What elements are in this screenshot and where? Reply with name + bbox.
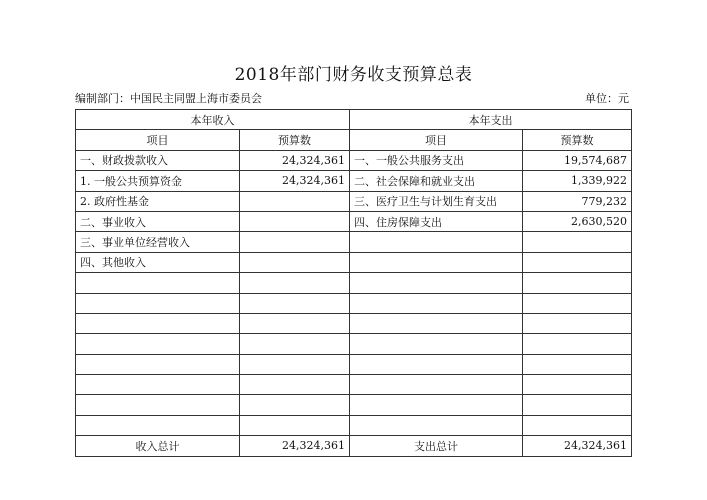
income-item-cell (76, 354, 240, 374)
expense-header: 本年支出 (350, 110, 632, 130)
table-row (76, 334, 632, 354)
income-amount-cell (240, 313, 350, 333)
expense-amount-cell (523, 252, 632, 272)
income-amount-cell (240, 252, 350, 272)
expense-amount-col-header: 预算数 (523, 130, 632, 150)
unit-label: 单位：元 (585, 92, 629, 105)
expense-item-cell (350, 252, 523, 272)
income-amount-cell (240, 415, 350, 435)
income-item-cell: 2. 政府性基金 (76, 191, 240, 211)
budget-table-body (76, 110, 632, 457)
expense-amount-cell: 19,574,687 (523, 150, 632, 170)
table-row (76, 395, 632, 415)
expense-item-cell (350, 273, 523, 293)
table-row (76, 273, 632, 293)
expense-amount-cell (523, 395, 632, 415)
table-row (76, 293, 632, 313)
income-amount-cell (240, 354, 350, 374)
table-row (76, 211, 632, 231)
income-item-cell (76, 415, 240, 435)
table-row (76, 313, 632, 333)
budget-table (75, 109, 632, 457)
table-row (76, 354, 632, 374)
income-amount-cell (240, 375, 350, 395)
expense-amount-cell: 2,630,520 (523, 211, 632, 231)
income-amount-cell (240, 293, 350, 313)
income-amount-cell (240, 273, 350, 293)
income-amount-cell (240, 334, 350, 354)
income-amount-cell (240, 211, 350, 231)
income-item-cell: 1. 一般公共预算资金 (76, 171, 240, 191)
table-row (76, 252, 632, 272)
income-amount-cell (240, 395, 350, 415)
expense-item-cell (350, 313, 523, 333)
table-row (76, 191, 632, 211)
expense-amount-cell: 1,339,922 (523, 171, 632, 191)
expense-amount-cell (523, 273, 632, 293)
expense-item-cell (350, 334, 523, 354)
expense-amount-cell (523, 313, 632, 333)
income-item-col-header: 项目 (76, 130, 240, 150)
income-item-cell: 二、事业收入 (76, 211, 240, 231)
expense-amount-cell: 779,232 (523, 191, 632, 211)
table-row (76, 415, 632, 435)
total-row (76, 436, 632, 456)
expense-item-cell (350, 395, 523, 415)
org-label: 编制部门：中国民主同盟上海市委员会 (75, 92, 262, 105)
expense-amount-cell (523, 415, 632, 435)
section-header-row (76, 110, 632, 130)
column-header-row (76, 130, 632, 150)
expense-amount-cell (523, 375, 632, 395)
table-row (76, 232, 632, 252)
income-item-cell (76, 334, 240, 354)
expense-total-value: 24,324,361 (523, 436, 632, 456)
income-amount-cell (240, 191, 350, 211)
income-item-cell: 四、其他收入 (76, 252, 240, 272)
expense-amount-cell (523, 354, 632, 374)
income-amount-col-header: 预算数 (240, 130, 350, 150)
income-total-value: 24,324,361 (240, 436, 350, 456)
expense-item-cell (350, 293, 523, 313)
expense-item-cell: 三、医疗卫生与计划生育支出 (350, 191, 523, 211)
expense-item-cell (350, 375, 523, 395)
expense-total-label: 支出总计 (350, 436, 523, 456)
expense-item-cell: 一、一般公共服务支出 (350, 150, 523, 170)
income-item-cell (76, 313, 240, 333)
income-item-cell: 三、事业单位经营收入 (76, 232, 240, 252)
expense-amount-cell (523, 232, 632, 252)
expense-item-cell: 二、社会保障和就业支出 (350, 171, 523, 191)
expense-item-cell (350, 232, 523, 252)
income-item-cell (76, 395, 240, 415)
table-row (76, 375, 632, 395)
income-header: 本年收入 (76, 110, 350, 130)
income-amount-cell (240, 232, 350, 252)
income-amount-cell: 24,324,361 (240, 150, 350, 170)
expense-amount-cell (523, 334, 632, 354)
expense-item-cell (350, 354, 523, 374)
income-total-label: 收入总计 (76, 436, 240, 456)
income-item-cell: 一、财政拨款收入 (76, 150, 240, 170)
expense-item-cell: 四、住房保障支出 (350, 211, 523, 231)
income-item-cell (76, 375, 240, 395)
table-row (76, 150, 632, 170)
expense-item-col-header: 项目 (350, 130, 523, 150)
expense-item-cell (350, 415, 523, 435)
table-row (76, 171, 632, 191)
expense-amount-cell (523, 293, 632, 313)
page-title: 2018年部门财务收支预算总表 (234, 65, 473, 85)
income-item-cell (76, 273, 240, 293)
income-item-cell (76, 293, 240, 313)
income-amount-cell: 24,324,361 (240, 171, 350, 191)
